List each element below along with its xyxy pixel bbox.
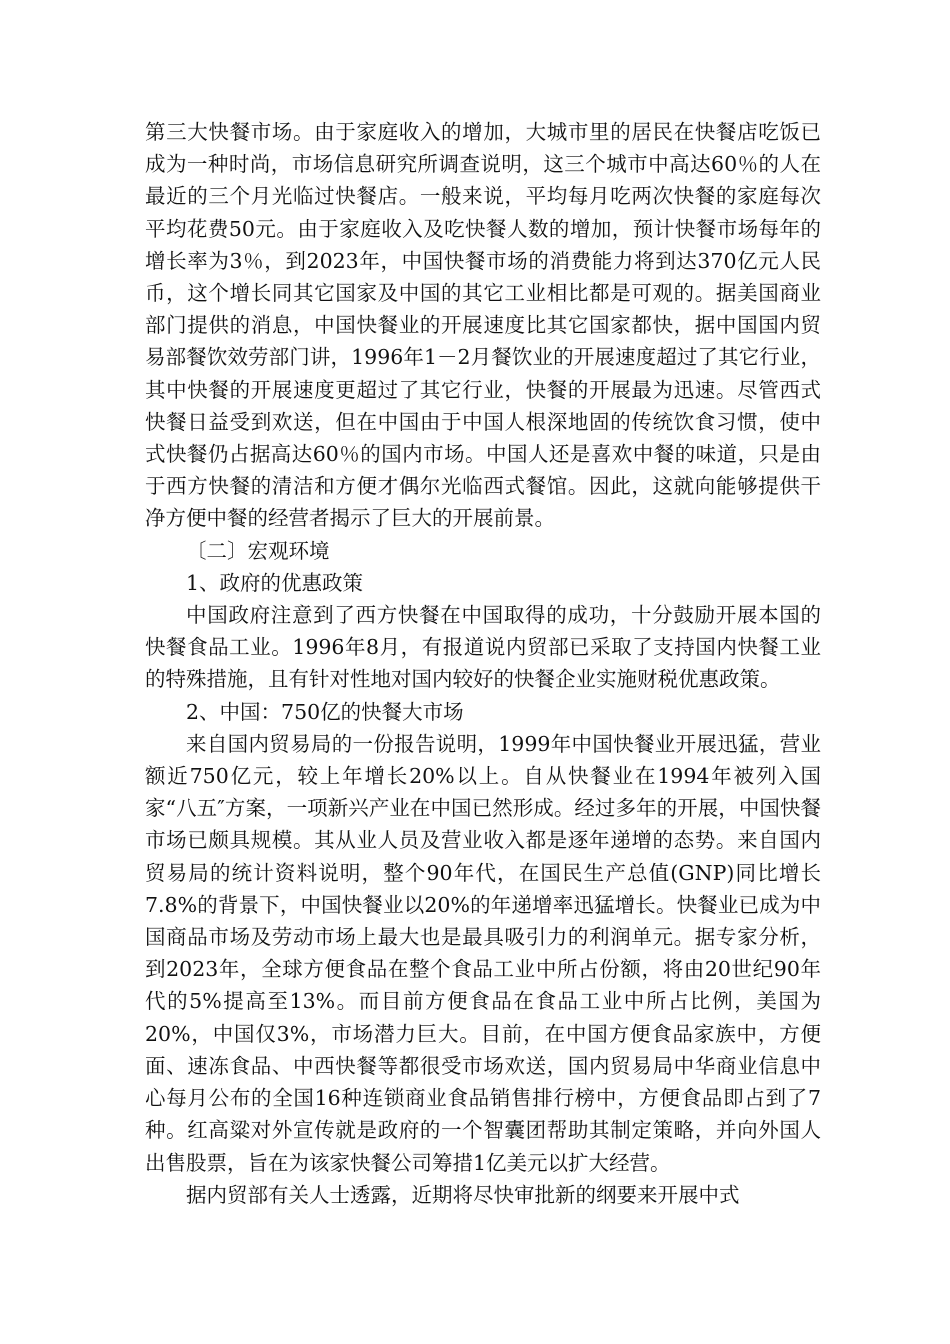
paragraph-ministry-approval: 据内贸部有关人士透露，近期将尽快审批新的纲要来开展中式 [186,1182,740,1207]
subsection-heading-750-billion-market: 2、中国：750亿的快餐大市场 [186,699,464,724]
paragraph-government-policy: 中国政府注意到了西方快餐在中国取得的成功，十分鼓励开展本国的快餐食品工业。1996年8月，有报道说内贸部已采取了支持国内快餐工业的特殊措施，且有针对性地对国内较好的快餐企业实施财税优惠政策。 [145,603,821,692]
paragraph-750-billion-market: 来自国内贸易局的一份报告说明，1999年中国快餐业开展迅猛，营业额近750亿元，较上年增长20%以上。自从快餐业在1994年被列入国家“八五″方案，一项新兴产业在中国已然形成。经过多年的开展，中国快餐市场已颇具规模。其从业人员及营业收入都是逐年递增的态势。来自国内贸易局的统计资料说明，整个90年代，在国民生产总值(GNP)同比增长7.8%的背景下，中国快餐业以20%的年递增率迅猛增长。快餐业已成为中国商品市场及劳动市场上最大也是最具吸引力的利润单元。据专家分析，到2023年，全球方便食品在整个食品工业中所占份额，将由20世纪90年代的5%提高至13%。而目前方便食品在食品工业中所占比例，美国为20%，中国仅3%，市场潜力巨大。目前，在中国方便食品家族中，方便面、速冻食品、中西快餐等都很受市场欢送，国内贸易局中华商业信息中心每月公布的全国16种连锁商业食品销售排行榜中，方便食品即占到了7种。红高粱对外宣传就是政府的一个智囊团帮助其制定策略，并向外国人出售股票，旨在为该家快餐公司筹措1亿美元以扩大经营。 [145,731,821,1175]
paragraph-fast-food-market: 第三大快餐市场。由于家庭收入的增加，大城市里的居民在快餐店吃饭已成为一种时尚，市场信息研究所调查说明，这三个城市中高达60％的人在最近的三个月光临过快餐店。一般来说，平均每月吃两次快餐的家庭每次平均花费50元。由于家庭收入及吃快餐人数的增加，预计快餐市场每年的增长率为3％，到2023年，中国快餐市场的消费能力将到达370亿元人民币，这个增长同其它国家及中国的其它工业相比都是可观的。据美国商业部门提供的消息，中国快餐业的开展速度比其它国家都快，据中国国内贸易部餐饮效劳部门讲，1996年1－2月餐饮业的开展速度超过了其它行业，其中快餐的开展速度更超过了其它行业，快餐的开展最为迅速。尽管西式快餐日益受到欢送，但在中国由于中国人根深地固的传统饮食习惯，使中式快餐仍占据高达60％的国内市场。中国人还是喜欢中餐的味道，只是由于西方快餐的清洁和方便才偶尔光临西式餐馆。因此，这就向能够提供干净方便中餐的经营者揭示了巨大的开展前景。 [145,120,821,531]
section-heading-macro-environment: 〔二〕宏观环境 [186,538,330,563]
document-page [145,116,821,1211]
subsection-heading-government-policy: 1、政府的优惠政策 [186,570,364,595]
